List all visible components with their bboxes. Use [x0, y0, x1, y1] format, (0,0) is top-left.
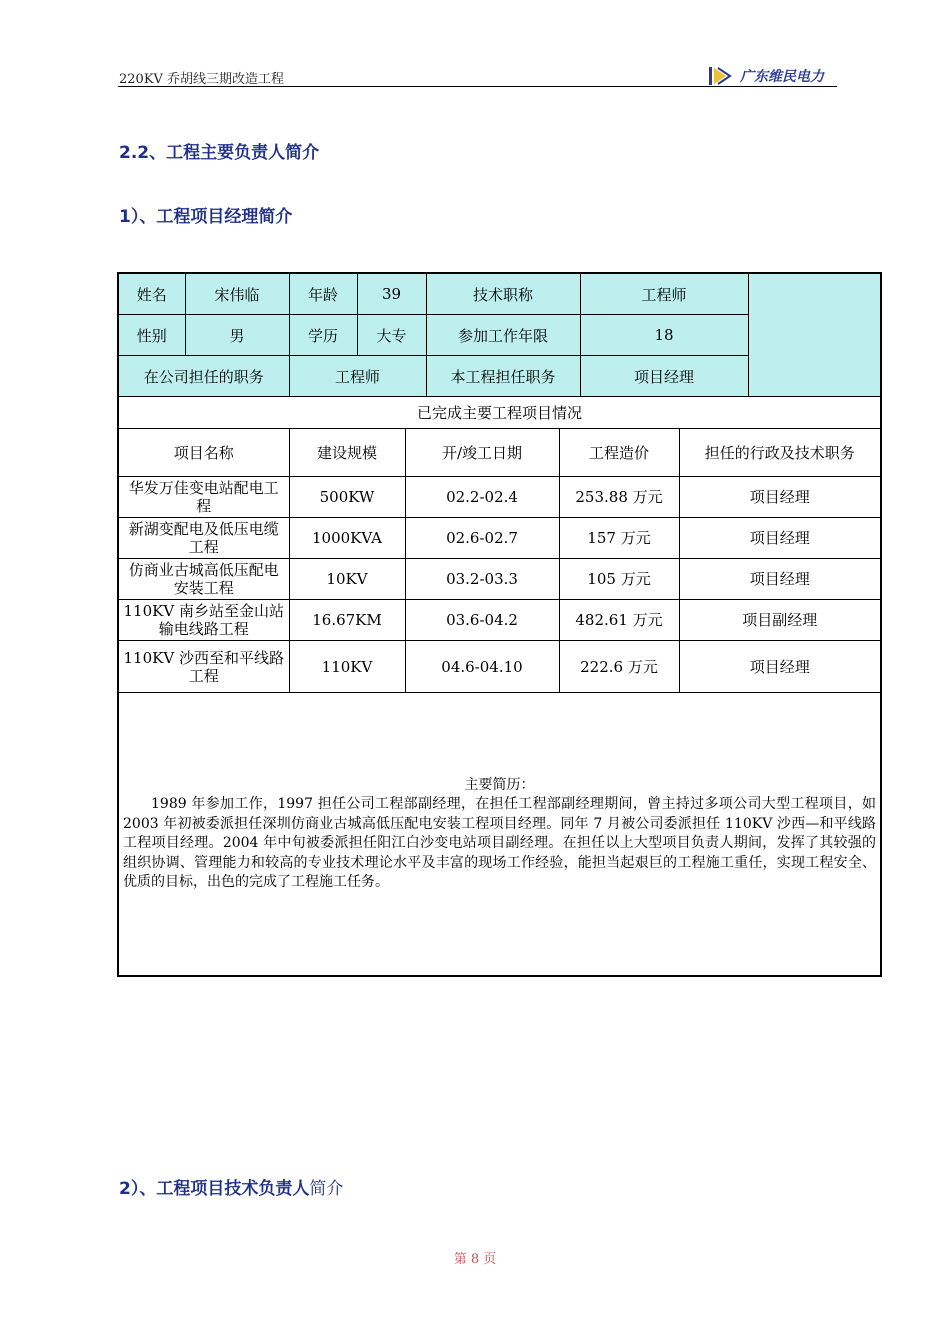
section-title: 2.2、工程主要负责人简介	[119, 143, 320, 163]
gender-value: 男	[185, 315, 289, 356]
summary-text: 1989 年参加工作，1997 担任公司工程部副经理，在担任工程部副经理期间，曾主持过多项公司大型工程项目，如 2003 年初被委派担任深圳仿商业古城高低压配电安装工程项目经理。同年 7 月被公司委派担任 110KV 沙西—和平线路工程项目经理。2004 年中旬被委派担任阳江白沙变电站项目副经理。在担任以上大型项目负责人期间，发挥了其较强的组织协调、管理能力和较高的专业技术理论水平及丰富的现场工作经验，能担当起艰巨的工程施工重任，实现工程安全、优质的目标，出色的完成了工程施工任务。	[123, 796, 877, 890]
col-header-dates: 开/竣工日期	[405, 429, 559, 477]
age-label: 年龄	[289, 273, 357, 315]
project-scale: 1000KVA	[289, 518, 405, 559]
table-row	[118, 477, 881, 518]
title-value: 工程师	[580, 273, 748, 315]
tech-lead-title-suffix: 简介	[309, 1179, 344, 1199]
project-name: 仿商业古城高低压配电安装工程	[118, 559, 289, 600]
project-role: 项目经理	[679, 641, 881, 693]
project-cost: 157 万元	[559, 518, 679, 559]
project-cost: 482.61 万元	[559, 600, 679, 641]
manager-resume-table	[117, 272, 882, 977]
company-role-label: 在公司担任的职务	[118, 356, 289, 397]
project-name: 华发万佳变电站配电工程	[118, 477, 289, 518]
title-label: 技术职称	[426, 273, 580, 315]
name-label: 姓名	[118, 273, 185, 315]
work-years-value: 18	[580, 315, 748, 356]
photo-cell	[748, 273, 881, 397]
subsection-title-tech-lead	[119, 1174, 343, 1199]
resume-summary	[118, 693, 881, 977]
project-cost: 253.88 万元	[559, 477, 679, 518]
project-scale: 16.67KM	[289, 600, 405, 641]
project-role-value: 项目经理	[580, 356, 748, 397]
age-value: 39	[357, 273, 426, 315]
table-row	[118, 518, 881, 559]
project-dates: 02.2-02.4	[405, 477, 559, 518]
name-value: 宋伟临	[185, 273, 289, 315]
col-header-scale: 建设规模	[289, 429, 405, 477]
gender-label: 性别	[118, 315, 185, 356]
projects-caption: 已完成主要工程项目情况	[118, 397, 881, 429]
table-row	[118, 559, 881, 600]
summary-label: 主要简历：	[464, 776, 535, 793]
education-value: 大专	[357, 315, 426, 356]
project-dates: 03.6-04.2	[405, 600, 559, 641]
company-name: 广东维民电力	[740, 69, 824, 85]
header-title: 220KV 乔胡线三期改造工程	[119, 72, 285, 87]
project-role: 项目经理	[679, 559, 881, 600]
table-row	[118, 641, 881, 693]
project-cost: 105 万元	[559, 559, 679, 600]
project-role: 项目经理	[679, 518, 881, 559]
company-role-value: 工程师	[289, 356, 426, 397]
logo-icon	[708, 64, 736, 88]
project-name: 110KV 沙西至和平线路工程	[118, 641, 289, 693]
project-dates: 03.2-03.3	[405, 559, 559, 600]
project-dates: 04.6-04.10	[405, 641, 559, 693]
tech-lead-title: 2）、工程项目技术负责人	[119, 1179, 310, 1199]
project-scale: 110KV	[289, 641, 405, 693]
project-name: 110KV 南乡站至金山站输电线路工程	[118, 600, 289, 641]
project-cost: 222.6 万元	[559, 641, 679, 693]
project-role: 项目经理	[679, 477, 881, 518]
company-logo	[708, 64, 824, 88]
project-name: 新湖变配电及低压电缆工程	[118, 518, 289, 559]
col-header-role: 担任的行政及技术职务	[679, 429, 881, 477]
project-scale: 10KV	[289, 559, 405, 600]
work-years-label: 参加工作年限	[426, 315, 580, 356]
table-row	[118, 600, 881, 641]
col-header-cost: 工程造价	[559, 429, 679, 477]
project-role: 项目副经理	[679, 600, 881, 641]
project-dates: 02.6-02.7	[405, 518, 559, 559]
col-header-name: 项目名称	[118, 429, 289, 477]
education-label: 学历	[289, 315, 357, 356]
project-role-label: 本工程担任职务	[426, 356, 580, 397]
header-divider	[118, 86, 837, 87]
page-number: 第 8 页	[453, 1252, 497, 1267]
project-scale: 500KW	[289, 477, 405, 518]
subsection-title-manager: 1）、工程项目经理简介	[119, 207, 293, 227]
